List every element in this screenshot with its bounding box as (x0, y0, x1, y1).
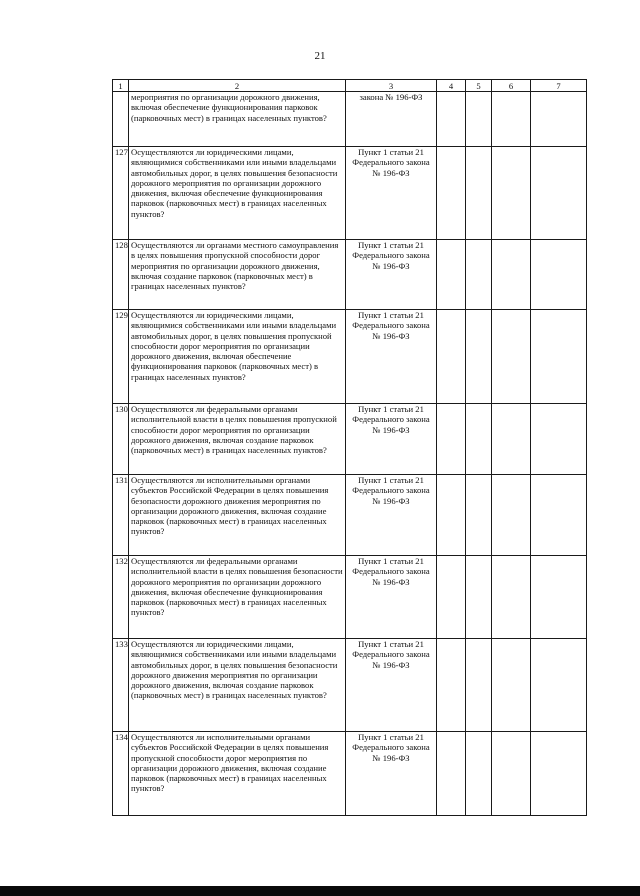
answer-cell (492, 310, 531, 404)
legal-reference: Пункт 1 статьи 21 Федерального закона № 196-ФЗ (346, 639, 437, 732)
answer-cell (492, 240, 531, 310)
column-header-5: 5 (466, 80, 492, 92)
legal-reference: закона № 196-ФЗ (346, 92, 437, 147)
table-row (113, 475, 587, 556)
question-text: Осуществляются ли органами местного самоуправления в целях повышения пропускной способности дорог мероприятия по организации дорожного движения, включая создание парковок (парковочных мест) в границах населенных пунктов? (129, 240, 346, 310)
row-number (113, 92, 129, 147)
answer-cell (531, 475, 587, 556)
answer-cell (492, 732, 531, 816)
answer-cell (466, 475, 492, 556)
answer-cell (492, 404, 531, 475)
question-text: Осуществляются ли юридическими лицами, являющимися собственниками или иными владельцами автомобильных дорог, в целях повышения безопасности дорожного мероприятия по организации дорожного движения, включая обеспечение функционирования парковок (парковочных мест) в границах населенных пунктов? (129, 147, 346, 240)
answer-cell (492, 147, 531, 240)
answer-cell (437, 475, 466, 556)
table-row (113, 310, 587, 404)
answer-cell (466, 147, 492, 240)
answer-cell (466, 639, 492, 732)
column-header-4: 4 (437, 80, 466, 92)
legal-reference: Пункт 1 статьи 21 Федерального закона № 196-ФЗ (346, 310, 437, 404)
legal-reference: Пункт 1 статьи 21 Федерального закона № 196-ФЗ (346, 240, 437, 310)
scan-edge (0, 886, 640, 896)
answer-cell (437, 310, 466, 404)
column-header-7: 7 (531, 80, 587, 92)
answer-cell (531, 556, 587, 639)
answer-cell (466, 404, 492, 475)
row-number: 127 (113, 147, 129, 240)
answer-cell (437, 639, 466, 732)
page-number: 21 (314, 50, 326, 62)
column-header-1: 1 (113, 80, 129, 92)
row-number: 133 (113, 639, 129, 732)
answer-cell (531, 639, 587, 732)
table-row (113, 639, 587, 732)
legal-reference: Пункт 1 статьи 21 Федерального закона № 196-ФЗ (346, 147, 437, 240)
row-number: 128 (113, 240, 129, 310)
answer-cell (492, 556, 531, 639)
legal-reference: Пункт 1 статьи 21 Федерального закона № 196-ФЗ (346, 732, 437, 816)
question-text: мероприятия по организации дорожного движения, включая обеспечение функционирования парковок (парковочных мест) в границах населенных пунктов? (129, 92, 346, 147)
legal-reference: Пункт 1 статьи 21 Федерального закона № 196-ФЗ (346, 475, 437, 556)
answer-cell (531, 92, 587, 147)
question-text: Осуществляются ли исполнительными органами субъектов Российской Федерации в целях повышения пропускной способности дорог мероприятия по организации дорожного движения, включая создание парковок (парковочных мест) в границах населенных пунктов? (129, 732, 346, 816)
answer-cell (466, 556, 492, 639)
column-header-2: 2 (129, 80, 346, 92)
answer-cell (437, 732, 466, 816)
answer-cell (437, 147, 466, 240)
table-row (113, 92, 587, 147)
answer-cell (531, 404, 587, 475)
answer-cell (531, 147, 587, 240)
question-text: Осуществляются ли исполнительными органами субъектов Российской Федерации в целях повышения безопасности дорожного движения мероприятия по организации дорожного движения, включая создание парковок (парковочных мест) в границах населенных пунктов? (129, 475, 346, 556)
answer-cell (492, 639, 531, 732)
answer-cell (466, 732, 492, 816)
header-row (113, 80, 587, 92)
table-row (113, 240, 587, 310)
row-number: 130 (113, 404, 129, 475)
table-row (113, 147, 587, 240)
legal-reference: Пункт 1 статьи 21 Федерального закона № 196-ФЗ (346, 556, 437, 639)
answer-cell (531, 240, 587, 310)
answer-cell (437, 404, 466, 475)
answer-cell (437, 556, 466, 639)
answer-cell (437, 240, 466, 310)
column-header-3: 3 (346, 80, 437, 92)
answer-cell (492, 92, 531, 147)
row-number: 134 (113, 732, 129, 816)
column-header-6: 6 (492, 80, 531, 92)
answer-cell (531, 310, 587, 404)
table-row (113, 404, 587, 475)
table-row (113, 732, 587, 816)
table-row (113, 556, 587, 639)
answer-cell (492, 475, 531, 556)
answer-cell (466, 92, 492, 147)
question-text: Осуществляются ли юридическими лицами, являющимися собственниками или иными владельцами автомобильных дорог, в целях повышения безопасности дорожного движения мероприятия по организации дорожного движения, включая создание парковок (парковочных мест) в границах населенных пунктов? (129, 639, 346, 732)
row-number: 129 (113, 310, 129, 404)
answer-cell (437, 92, 466, 147)
question-text: Осуществляются ли федеральными органами исполнительной власти в целях повышения пропускной способности дорог мероприятия по организации дорожного движения, включая создание парковок (парковочных мест) в границах населенных пунктов? (129, 404, 346, 475)
answer-cell (466, 310, 492, 404)
question-text: Осуществляются ли федеральными органами исполнительной власти в целях повышения безопасности дорожного мероприятия по организации дорожного движения, включая обеспечение функционирования парковок (парковочных мест) в границах населенных пунктов? (129, 556, 346, 639)
question-text: Осуществляются ли юридическими лицами, являющимися собственниками или иными владельцами автомобильных дорог, в целях повышения пропускной способности дорог мероприятия по организации дорожного движения, включая обеспечение функционирования парковок (парковочных мест) в границах населенных пунктов? (129, 310, 346, 404)
row-number: 131 (113, 475, 129, 556)
row-number: 132 (113, 556, 129, 639)
answer-cell (531, 732, 587, 816)
legal-reference: Пункт 1 статьи 21 Федерального закона № 196-ФЗ (346, 404, 437, 475)
checklist-table (112, 79, 587, 816)
answer-cell (466, 240, 492, 310)
